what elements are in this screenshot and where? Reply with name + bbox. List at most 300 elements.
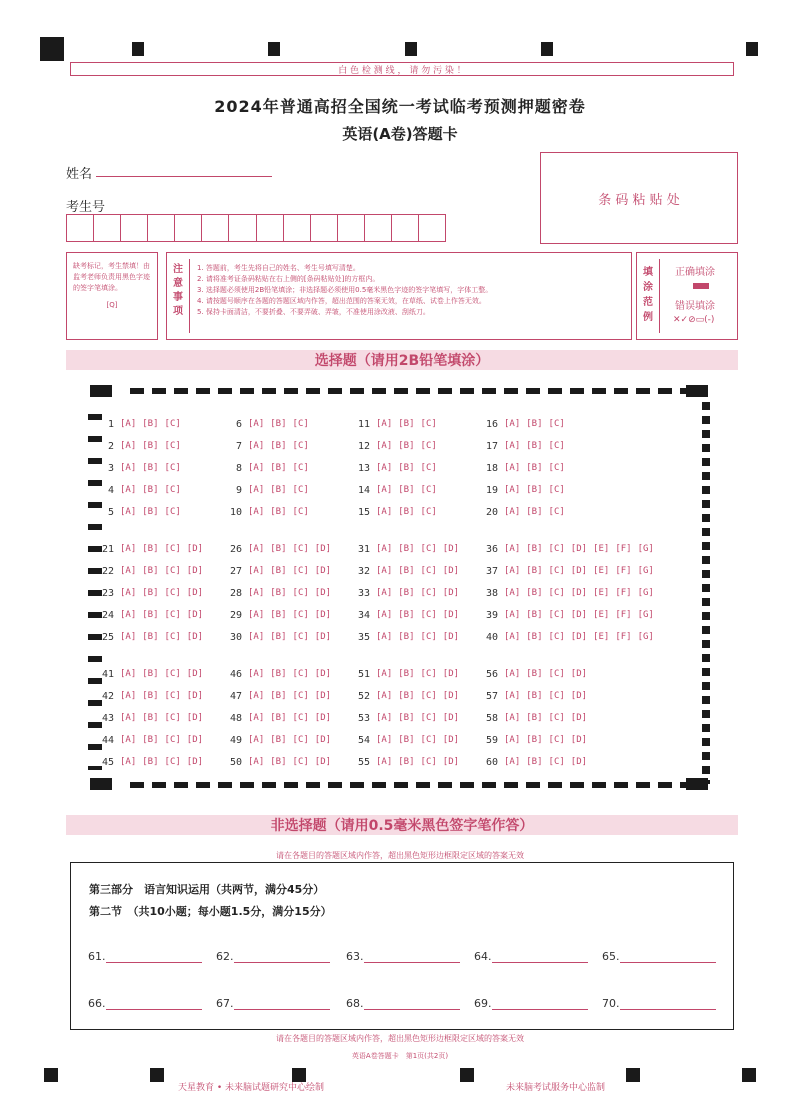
question-number: 25	[101, 631, 114, 643]
answer-bubble[interactable]: [B]	[526, 441, 543, 451]
answer-bubble[interactable]: [C]	[292, 757, 309, 767]
answer-bubble[interactable]: [B]	[398, 463, 415, 473]
answer-bubble[interactable]: [D]	[442, 757, 460, 767]
answer-bubble[interactable]: [C]	[164, 507, 181, 517]
answer-bubble[interactable]: [D]	[314, 669, 332, 679]
answer-bubble[interactable]: [C]	[548, 588, 565, 598]
fill-answer-item	[216, 997, 330, 1010]
answer-bubble[interactable]: [B]	[526, 588, 543, 598]
answer-bubble[interactable]: [B]	[398, 691, 415, 701]
question-row	[350, 438, 443, 454]
answer-bubble[interactable]: [F]	[615, 588, 632, 598]
answer-bubble[interactable]: [C]	[420, 610, 437, 620]
answer-bubble[interactable]: [D]	[442, 632, 460, 642]
answer-bubble[interactable]: [C]	[420, 544, 437, 554]
question-number: 34	[357, 609, 370, 621]
answer-bubble[interactable]: [D]	[186, 632, 204, 642]
question-number: 35	[357, 631, 370, 643]
answer-bubble[interactable]: [B]	[526, 691, 543, 701]
answer-bubble[interactable]: [D]	[442, 691, 460, 701]
answer-bubble[interactable]: [C]	[548, 566, 565, 576]
question-number: 2	[107, 440, 114, 452]
answer-bubble[interactable]: [C]	[164, 691, 181, 701]
answer-bubble[interactable]: [D]	[314, 610, 332, 620]
answer-bubble[interactable]: [A]	[376, 566, 393, 576]
question-row	[94, 438, 187, 454]
answer-bubble[interactable]: [D]	[186, 691, 204, 701]
answer-bubble[interactable]: [F]	[615, 544, 632, 554]
answer-bubble[interactable]: [D]	[186, 588, 204, 598]
answer-bubble[interactable]: [D]	[186, 566, 204, 576]
fill-answer-line[interactable]	[620, 950, 716, 963]
answer-bubble[interactable]: [A]	[376, 485, 393, 495]
answer-bubble[interactable]: [G]	[637, 610, 654, 620]
answer-bubble[interactable]: [D]	[570, 691, 588, 701]
answer-bubble[interactable]: [A]	[376, 632, 393, 642]
answer-bubble[interactable]: [A]	[120, 485, 137, 495]
answer-bubble[interactable]: [B]	[526, 669, 543, 679]
question-row	[222, 607, 337, 623]
answer-bubble[interactable]: [A]	[248, 544, 265, 554]
question-number: 38	[485, 587, 498, 599]
answer-bubble[interactable]: [C]	[164, 566, 181, 576]
answer-bubble[interactable]: [A]	[120, 669, 137, 679]
answer-bubble[interactable]: [B]	[142, 566, 159, 576]
fill-answer-item	[474, 950, 588, 963]
answer-bubble[interactable]: [C]	[292, 632, 309, 642]
question-number: 9	[235, 484, 242, 496]
timing-track-bottom	[130, 782, 686, 788]
answer-bubble[interactable]: [B]	[398, 669, 415, 679]
answer-bubble[interactable]: [B]	[398, 544, 415, 554]
answer-bubble[interactable]: [C]	[420, 632, 437, 642]
answer-bubble[interactable]: [A]	[120, 735, 137, 745]
question-row	[94, 629, 209, 645]
answer-bubble[interactable]: [C]	[164, 669, 181, 679]
answer-bubble[interactable]: [B]	[142, 485, 159, 495]
answer-bubble[interactable]: [C]	[420, 757, 437, 767]
answer-bubble[interactable]: [B]	[142, 757, 159, 767]
candidate-id-label: 考生号	[66, 200, 106, 215]
fill-answer-number: 62.	[216, 950, 234, 963]
answer-bubble[interactable]: [B]	[526, 485, 543, 495]
answer-bubble[interactable]: [C]	[292, 610, 309, 620]
answer-bubble[interactable]: [A]	[120, 441, 137, 451]
fill-answer-item	[474, 997, 588, 1010]
answer-bubble[interactable]: [B]	[270, 713, 287, 723]
answer-bubble[interactable]: [B]	[270, 588, 287, 598]
answer-bubble[interactable]: [C]	[292, 441, 309, 451]
answer-bubble[interactable]: [A]	[376, 463, 393, 473]
answer-bubble[interactable]: [B]	[398, 441, 415, 451]
answer-bubble[interactable]: [C]	[420, 463, 437, 473]
answer-bubble[interactable]: [D]	[442, 588, 460, 598]
answer-bubble[interactable]: [C]	[292, 507, 309, 517]
answer-bubble[interactable]: [C]	[548, 463, 565, 473]
correct-fill-label: 正确填涂	[675, 267, 715, 278]
answer-bubble[interactable]: [C]	[292, 691, 309, 701]
answer-bubble[interactable]: [A]	[376, 588, 393, 598]
answer-bubble[interactable]: [C]	[420, 691, 437, 701]
answer-bubble[interactable]: [B]	[526, 610, 543, 620]
question-number: 41	[101, 668, 114, 680]
answer-bubble[interactable]: [A]	[120, 544, 137, 554]
answer-bubble[interactable]: [B]	[270, 610, 287, 620]
answer-bubble[interactable]: [B]	[398, 485, 415, 495]
answer-bubble[interactable]: [B]	[398, 566, 415, 576]
answer-bubble[interactable]: [B]	[270, 441, 287, 451]
answer-bubble[interactable]: [A]	[120, 691, 137, 701]
answer-bubble[interactable]: [B]	[142, 588, 159, 598]
answer-bubble[interactable]: [A]	[248, 588, 265, 598]
answer-bubble[interactable]: [D]	[442, 610, 460, 620]
answer-bubble[interactable]: [B]	[398, 757, 415, 767]
answer-bubble[interactable]: [B]	[270, 463, 287, 473]
answer-bubble[interactable]: [A]	[504, 735, 521, 745]
answer-bubble[interactable]: [D]	[570, 610, 588, 620]
answer-bubble[interactable]: [C]	[164, 441, 181, 451]
question-row	[94, 482, 187, 498]
fill-answer-line[interactable]	[620, 997, 716, 1010]
answer-bubble[interactable]: [C]	[292, 735, 309, 745]
fill-answer-line[interactable]	[492, 950, 588, 963]
registration-mark-top-left-large	[40, 37, 64, 61]
answer-bubble[interactable]: [A]	[376, 441, 393, 451]
answer-bubble[interactable]: [A]	[120, 610, 137, 620]
answer-bubble[interactable]: [B]	[526, 713, 543, 723]
question-number: 32	[357, 565, 370, 577]
answer-bubble[interactable]: [B]	[526, 463, 543, 473]
answer-bubble[interactable]: [A]	[248, 566, 265, 576]
answer-bubble[interactable]: [D]	[314, 544, 332, 554]
notice-title: 注意事项	[173, 264, 183, 317]
answer-bubble[interactable]: [D]	[186, 669, 204, 679]
answer-bubble[interactable]: [B]	[526, 419, 543, 429]
answer-bubble[interactable]: [D]	[314, 632, 332, 642]
answer-bubble[interactable]: [C]	[164, 632, 181, 642]
answer-bubble[interactable]: [C]	[420, 441, 437, 451]
question-row	[222, 438, 315, 454]
answer-bubble[interactable]: [C]	[164, 757, 181, 767]
answer-bubble[interactable]: [A]	[376, 757, 393, 767]
fill-answer-line[interactable]	[106, 950, 202, 963]
fill-answer-number: 69.	[474, 997, 492, 1010]
answer-bubble[interactable]: [A]	[248, 507, 265, 517]
answer-bubble[interactable]: [B]	[270, 735, 287, 745]
answer-bubble[interactable]: [A]	[248, 610, 265, 620]
answer-bubble[interactable]: [D]	[186, 610, 204, 620]
question-row	[478, 482, 571, 498]
question-row	[350, 688, 465, 704]
answer-bubble[interactable]: [A]	[504, 669, 521, 679]
answer-bubble[interactable]: [A]	[504, 632, 521, 642]
fill-answer-line[interactable]	[106, 997, 202, 1010]
fill-answer-item	[88, 950, 202, 963]
answer-bubble[interactable]: [C]	[420, 735, 437, 745]
question-number: 40	[485, 631, 498, 643]
answer-bubble[interactable]: [A]	[504, 566, 521, 576]
answer-bubble[interactable]: [D]	[442, 735, 460, 745]
answer-bubble[interactable]: [D]	[186, 713, 204, 723]
answer-bubble[interactable]: [B]	[142, 441, 159, 451]
answer-bubble[interactable]: [C]	[292, 669, 309, 679]
answer-bubble[interactable]: [C]	[292, 566, 309, 576]
answer-bubble[interactable]: [B]	[398, 610, 415, 620]
answer-bubble[interactable]: [C]	[548, 610, 565, 620]
answer-bubble[interactable]: [C]	[548, 669, 565, 679]
answer-bubble[interactable]: [A]	[504, 588, 521, 598]
fill-answer-line[interactable]	[234, 950, 330, 963]
answer-bubble[interactable]: [A]	[248, 485, 265, 495]
answer-bubble[interactable]: [B]	[270, 544, 287, 554]
answer-bubble[interactable]: [B]	[526, 757, 543, 767]
absent-mark-box	[66, 252, 158, 340]
answer-bubble[interactable]: [E]	[593, 566, 610, 576]
answer-bubble[interactable]: [B]	[398, 632, 415, 642]
answer-bubble[interactable]: [B]	[270, 669, 287, 679]
answer-bubble[interactable]: [E]	[593, 588, 610, 598]
question-row	[222, 585, 337, 601]
answer-bubble[interactable]: [B]	[142, 669, 159, 679]
answer-bubble[interactable]: [D]	[570, 713, 588, 723]
answer-bubble[interactable]: [B]	[526, 566, 543, 576]
answer-bubble[interactable]: [D]	[314, 757, 332, 767]
answer-bubble[interactable]: [B]	[142, 463, 159, 473]
answer-bubble[interactable]: [D]	[570, 544, 588, 554]
answer-bubble[interactable]: [D]	[314, 713, 332, 723]
answer-bubble[interactable]: [A]	[120, 632, 137, 642]
answer-bubble[interactable]: [D]	[442, 669, 460, 679]
answer-bubble[interactable]: [D]	[314, 735, 332, 745]
answer-bubble[interactable]: [C]	[420, 713, 437, 723]
answer-bubble[interactable]: [A]	[120, 463, 137, 473]
answer-bubble[interactable]: [B]	[270, 691, 287, 701]
question-row	[94, 710, 209, 726]
answer-bubble[interactable]: [A]	[248, 632, 265, 642]
fill-answer-item	[88, 997, 202, 1010]
notice-item: 2. 请将准考证条码粘贴在右上侧的[条码粘贴处]的方框内。	[197, 275, 380, 283]
fill-answer-number: 63.	[346, 950, 364, 963]
answer-bubble[interactable]: [C]	[164, 485, 181, 495]
answer-bubble[interactable]: [A]	[120, 588, 137, 598]
answer-bubble[interactable]: [A]	[504, 713, 521, 723]
answer-bubble[interactable]: [C]	[164, 419, 181, 429]
answer-bubble[interactable]: [B]	[398, 735, 415, 745]
answer-bubble[interactable]: [C]	[548, 691, 565, 701]
answer-bubble[interactable]: [B]	[142, 735, 159, 745]
answer-bubble[interactable]: [A]	[120, 757, 137, 767]
name-field[interactable]	[96, 176, 272, 177]
answer-bubble[interactable]: [C]	[548, 507, 565, 517]
question-number: 15	[357, 506, 370, 518]
answer-bubble[interactable]: [A]	[504, 441, 521, 451]
answer-bubble[interactable]: [B]	[270, 485, 287, 495]
answer-bubble[interactable]: [A]	[248, 757, 265, 767]
answer-bubble[interactable]: [B]	[142, 544, 159, 554]
answer-bubble[interactable]: [C]	[292, 485, 309, 495]
absent-checkbox[interactable]: [Q]	[106, 301, 118, 309]
answer-bubble[interactable]: [C]	[292, 419, 309, 429]
answer-bubble[interactable]: [C]	[548, 713, 565, 723]
answer-bubble[interactable]: [D]	[442, 566, 460, 576]
answer-bubble[interactable]: [B]	[398, 588, 415, 598]
answer-bubble[interactable]: [F]	[615, 610, 632, 620]
answer-bubble[interactable]: [A]	[120, 419, 137, 429]
answer-bubble[interactable]: [A]	[376, 507, 393, 517]
answer-bubble[interactable]: [A]	[504, 544, 521, 554]
answer-bubble[interactable]: [B]	[270, 566, 287, 576]
answer-bubble[interactable]: [B]	[142, 419, 159, 429]
answer-bubble[interactable]: [A]	[248, 463, 265, 473]
fill-answer-line[interactable]	[492, 997, 588, 1010]
answer-bubble[interactable]: [D]	[314, 588, 332, 598]
answer-bubble[interactable]: [B]	[142, 610, 159, 620]
answer-bubble[interactable]: [D]	[186, 757, 204, 767]
answer-bubble[interactable]: [G]	[637, 544, 654, 554]
answer-bubble[interactable]: [C]	[548, 735, 565, 745]
answer-bubble[interactable]: [G]	[637, 632, 654, 642]
answer-bubble[interactable]: [A]	[376, 713, 393, 723]
question-number: 45	[101, 756, 114, 768]
answer-bubble[interactable]: [B]	[526, 544, 543, 554]
answer-bubble[interactable]: [A]	[248, 713, 265, 723]
question-row	[478, 688, 593, 704]
answer-bubble[interactable]: [D]	[314, 566, 332, 576]
answer-bubble[interactable]: [G]	[637, 588, 654, 598]
answer-bubble[interactable]: [D]	[570, 566, 588, 576]
answer-bubble[interactable]: [C]	[420, 588, 437, 598]
answer-bubble[interactable]: [A]	[376, 610, 393, 620]
fill-answer-item	[346, 997, 460, 1010]
answer-bubble[interactable]: [A]	[504, 507, 521, 517]
answer-bubble[interactable]: [C]	[164, 610, 181, 620]
answer-bubble[interactable]: [B]	[270, 419, 287, 429]
answer-bubble[interactable]: [B]	[270, 757, 287, 767]
fill-answer-line[interactable]	[364, 950, 460, 963]
answer-bubble[interactable]: [A]	[248, 419, 265, 429]
answer-bubble[interactable]: [B]	[526, 735, 543, 745]
answer-bubble[interactable]: [A]	[376, 669, 393, 679]
answer-bubble[interactable]: [C]	[548, 441, 565, 451]
question-row	[350, 732, 465, 748]
registration-mark-bottom	[44, 1068, 58, 1082]
answer-bubble[interactable]: [C]	[548, 632, 565, 642]
answer-bubble[interactable]: [C]	[420, 669, 437, 679]
answer-bubble[interactable]: [D]	[186, 544, 204, 554]
answer-bubble[interactable]: [B]	[142, 713, 159, 723]
answer-bubble[interactable]: [C]	[292, 713, 309, 723]
answer-bubble[interactable]: [A]	[376, 735, 393, 745]
question-row	[478, 629, 660, 645]
answer-bubble[interactable]: [D]	[570, 632, 588, 642]
answer-bubble[interactable]: [G]	[637, 566, 654, 576]
answer-bubble[interactable]: [A]	[376, 691, 393, 701]
answer-bubble[interactable]: [C]	[420, 485, 437, 495]
question-row	[478, 541, 660, 557]
answer-bubble[interactable]: [F]	[615, 566, 632, 576]
answer-bubble[interactable]: [B]	[142, 691, 159, 701]
answer-bubble[interactable]: [D]	[442, 713, 460, 723]
answer-bubble[interactable]: [B]	[270, 507, 287, 517]
answer-bubble[interactable]: [A]	[120, 507, 137, 517]
question-number: 14	[357, 484, 370, 496]
answer-bubble[interactable]: [C]	[164, 713, 181, 723]
answer-bubble[interactable]: [B]	[526, 507, 543, 517]
answer-bubble[interactable]: [A]	[120, 713, 137, 723]
answer-bubble[interactable]: [A]	[504, 757, 521, 767]
fill-answer-line[interactable]	[234, 997, 330, 1010]
answer-bubble[interactable]: [C]	[548, 485, 565, 495]
answer-bubble[interactable]: [C]	[420, 507, 437, 517]
answer-bubble[interactable]: [B]	[398, 713, 415, 723]
answer-bubble[interactable]: [A]	[248, 441, 265, 451]
candidate-id-grid[interactable]	[66, 214, 446, 242]
answer-bubble[interactable]: [F]	[615, 632, 632, 642]
answer-bubble[interactable]: [E]	[593, 632, 610, 642]
fill-answer-item	[346, 950, 460, 963]
answer-bubble[interactable]: [C]	[164, 735, 181, 745]
answer-bubble[interactable]: [A]	[248, 669, 265, 679]
registration-mark-bottom	[742, 1068, 756, 1082]
answer-bubble[interactable]: [D]	[442, 544, 460, 554]
answer-bubble[interactable]: [A]	[248, 691, 265, 701]
answer-bubble[interactable]: [B]	[398, 507, 415, 517]
question-row	[478, 460, 571, 476]
answer-bubble[interactable]: [B]	[142, 632, 159, 642]
answer-bubble[interactable]: [A]	[504, 485, 521, 495]
answer-bubble[interactable]: [E]	[593, 544, 610, 554]
answer-bubble[interactable]: [C]	[292, 588, 309, 598]
answer-bubble[interactable]: [C]	[292, 463, 309, 473]
notice-item: 3. 选择题必须使用2B铅笔填涂；非选择题必须使用0.5毫米黑色字迹的签字笔填写，字体工整。	[197, 286, 493, 294]
answer-bubble[interactable]: [C]	[164, 544, 181, 554]
answer-bubble[interactable]: [A]	[120, 566, 137, 576]
answer-bubble[interactable]: [A]	[504, 610, 521, 620]
answer-bubble[interactable]: [D]	[570, 757, 588, 767]
answer-bubble[interactable]: [D]	[186, 735, 204, 745]
answer-bubble[interactable]: [C]	[548, 544, 565, 554]
answer-bubble[interactable]: [A]	[376, 419, 393, 429]
answer-bubble[interactable]: [A]	[504, 691, 521, 701]
answer-bubble[interactable]: [D]	[314, 691, 332, 701]
answer-bubble[interactable]: [C]	[548, 419, 565, 429]
fill-answer-line[interactable]	[364, 997, 460, 1010]
answer-bubble[interactable]: [D]	[570, 735, 588, 745]
answer-bubble[interactable]: [C]	[548, 757, 565, 767]
answer-bubble[interactable]: [B]	[142, 507, 159, 517]
question-number: 42	[101, 690, 114, 702]
answer-bubble[interactable]: [D]	[570, 588, 588, 598]
answer-bubble[interactable]: [B]	[526, 632, 543, 642]
answer-bubble[interactable]: [C]	[292, 544, 309, 554]
answer-bubble[interactable]: [A]	[504, 463, 521, 473]
question-number: 26	[229, 543, 242, 555]
answer-bubble[interactable]: [C]	[420, 566, 437, 576]
question-row	[478, 438, 571, 454]
answer-bubble[interactable]: [B]	[270, 632, 287, 642]
answer-bubble[interactable]: [B]	[398, 419, 415, 429]
question-row	[350, 629, 465, 645]
answer-bubble[interactable]: [A]	[504, 419, 521, 429]
answer-bubble[interactable]: [C]	[420, 419, 437, 429]
answer-bubble[interactable]: [C]	[164, 463, 181, 473]
answer-bubble[interactable]: [D]	[570, 669, 588, 679]
answer-bubble[interactable]: [A]	[376, 544, 393, 554]
answer-bubble[interactable]: [C]	[164, 588, 181, 598]
question-row	[350, 754, 465, 770]
answer-bubble[interactable]: [A]	[248, 735, 265, 745]
answer-bubble[interactable]: [E]	[593, 610, 610, 620]
